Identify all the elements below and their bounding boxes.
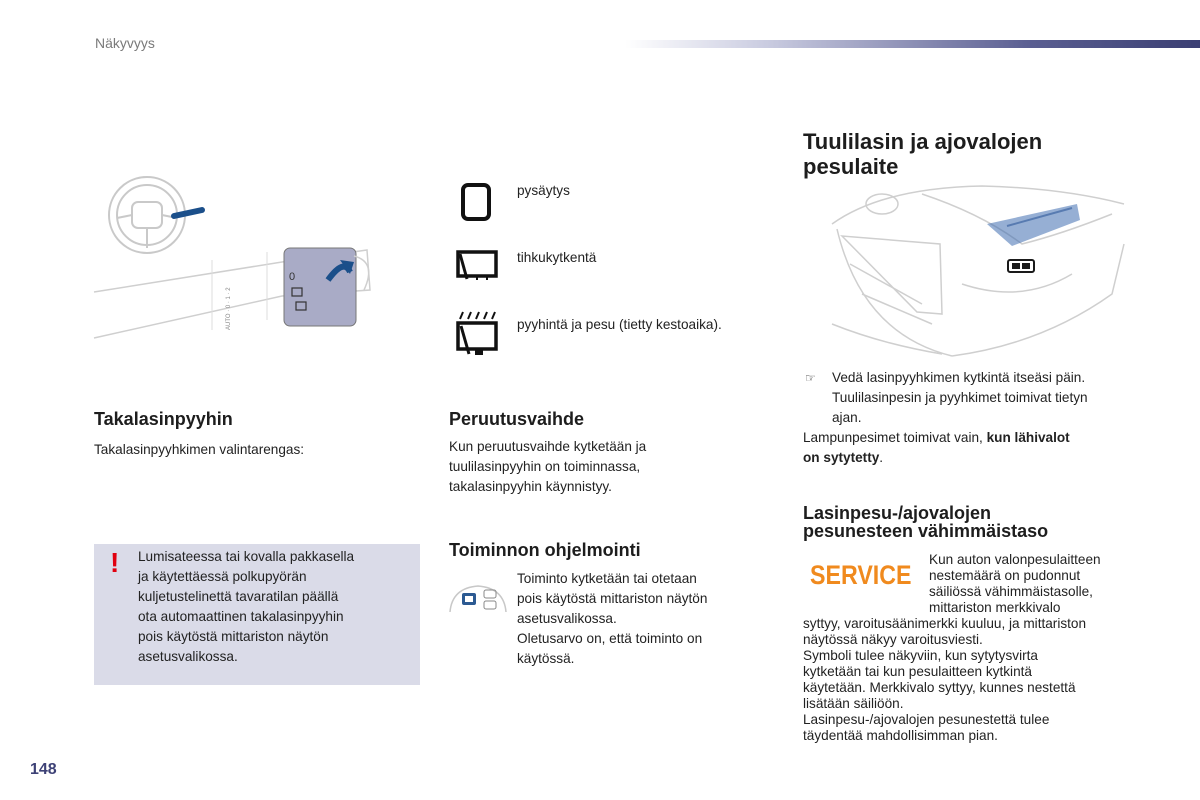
stop-label: pysäytys [517,183,570,198]
header-gradient-bar [625,40,1200,48]
programming-line: Toiminto kytketään tai otetaan [517,571,697,586]
warning-line: asetusvalikossa. [138,649,238,664]
page-number: 148 [30,761,57,778]
warning-mark: ! [110,547,120,578]
reverse-text [449,437,646,497]
washer-bullet-line: Tuulilasinpesin ja pyyhkimet toimivat tietyn [832,390,1088,405]
programming-line: asetusvalikossa. [517,611,617,626]
washer-heading-line: pesulaite [803,154,899,179]
reverse-line: tuulilasinpyyhin on toiminnassa, [449,459,641,474]
fluid-line: näytössä näkyy varoitusviesti. [803,632,983,647]
fluid-beside-line: mittariston merkkivalo [929,600,1061,615]
service-warning-icon: SERVICE [810,560,912,590]
fluid-line: Lasinpesu-/ajovalojen pesunestettä tulee [803,712,1050,727]
fluid-heading-line: Lasinpesu-/ajovalojen [803,503,992,523]
warning-line: kuljetustelinettä tavaratilan päällä [138,589,339,604]
programming-line: pois käytöstä mittariston näytön [517,591,708,606]
warning-line: ota automaattinen takalasinpyyhin [138,609,344,624]
washer-bullet-line: ajan. [832,410,862,425]
fluid-beside-line: nestemäärä on pudonnut [929,568,1081,583]
rear-wiper-text: Takalasinpyyhkimen valintarengas: [94,442,305,457]
lamp-end: . [879,450,884,465]
fluid-beside-line: säiliössä vähimmäistasolle, [929,584,1093,599]
fluid-line: syttyy, varoitusäänimerkki kuuluu, ja mittariston [803,616,1087,631]
programming-line: Oletusarvo on, että toiminto on [517,631,703,646]
svg-text:AUTO · 0 · 1 · 2: AUTO · 0 · 1 · 2 [226,287,232,330]
washer-bullet-line: Vedä lasinpyyhkimen kytkintä itseäsi päin. [832,370,1086,385]
lamp-bold-2: on sytytetty [803,450,880,465]
washer-heading [803,129,1042,179]
fluid-heading [803,504,1048,540]
warning-line: Lumisateessa tai kovalla pakkasella [138,549,355,564]
svg-text:0: 0 [289,271,296,283]
lamp-bold-1: kun lähivalot [986,430,1070,445]
intermittent-label: tihkukytkentä [517,250,597,265]
washer-heading-line: Tuulilasin ja ajovalojen [803,129,1043,154]
wipe-and-wash-icon [455,309,501,364]
stop-icon [460,183,492,226]
reverse-line: takalasinpyyhin käynnistyy. [449,479,612,494]
fluid-line: lisätään säiliöön. [803,696,904,711]
car-front-illustration [822,184,1128,360]
washer-bullet-text [832,368,1088,428]
wiper-stalk-illustration [92,170,382,345]
fluid-beside-text [929,552,1101,616]
section-title: Näkyvyys [95,35,155,51]
warning-line: ja käytettäessä polkupyörän [138,569,307,584]
fluid-line: Symboli tulee näkyviin, kun sytytysvirta [803,648,1038,663]
fluid-body-text [803,616,1086,744]
warning-line: pois käytöstä mittariston näytön [138,629,329,644]
fluid-line: täydentää mahdollisimman pian. [803,728,998,743]
programming-line: käytössä. [517,651,575,666]
fluid-heading-line: pesunesteen vähimmäistaso [803,521,1049,541]
rear-wiper-heading: Takalasinpyyhin [94,409,233,429]
reverse-heading: Peruutusvaihde [449,409,585,429]
lamp-text: Lampunpesimet toimivat vain, [803,430,983,445]
fluid-line: käytetään. Merkkivalo syttyy, kunnes nestettä [803,680,1076,695]
headlamp-washer-icon [1008,260,1034,272]
intermittent-wipe-icon [455,249,499,288]
dashboard-control-icon [448,582,508,621]
warning-text [138,547,354,667]
reverse-line: Kun peruutusvaihde kytketään ja [449,439,647,454]
wash-label: pyyhintä ja pesu (tietty kestoaika). [517,317,722,332]
fluid-beside-line: Kun auton valonpesulaitteen [929,552,1101,567]
bullet-symbol: ☞ [805,371,816,385]
lamp-washer-text [803,428,1133,468]
fluid-line: kytketään tai kun pesulaitteen kytkintä [803,664,1032,679]
programming-text [517,569,707,669]
programming-heading: Toiminnon ohjelmointi [449,540,641,560]
